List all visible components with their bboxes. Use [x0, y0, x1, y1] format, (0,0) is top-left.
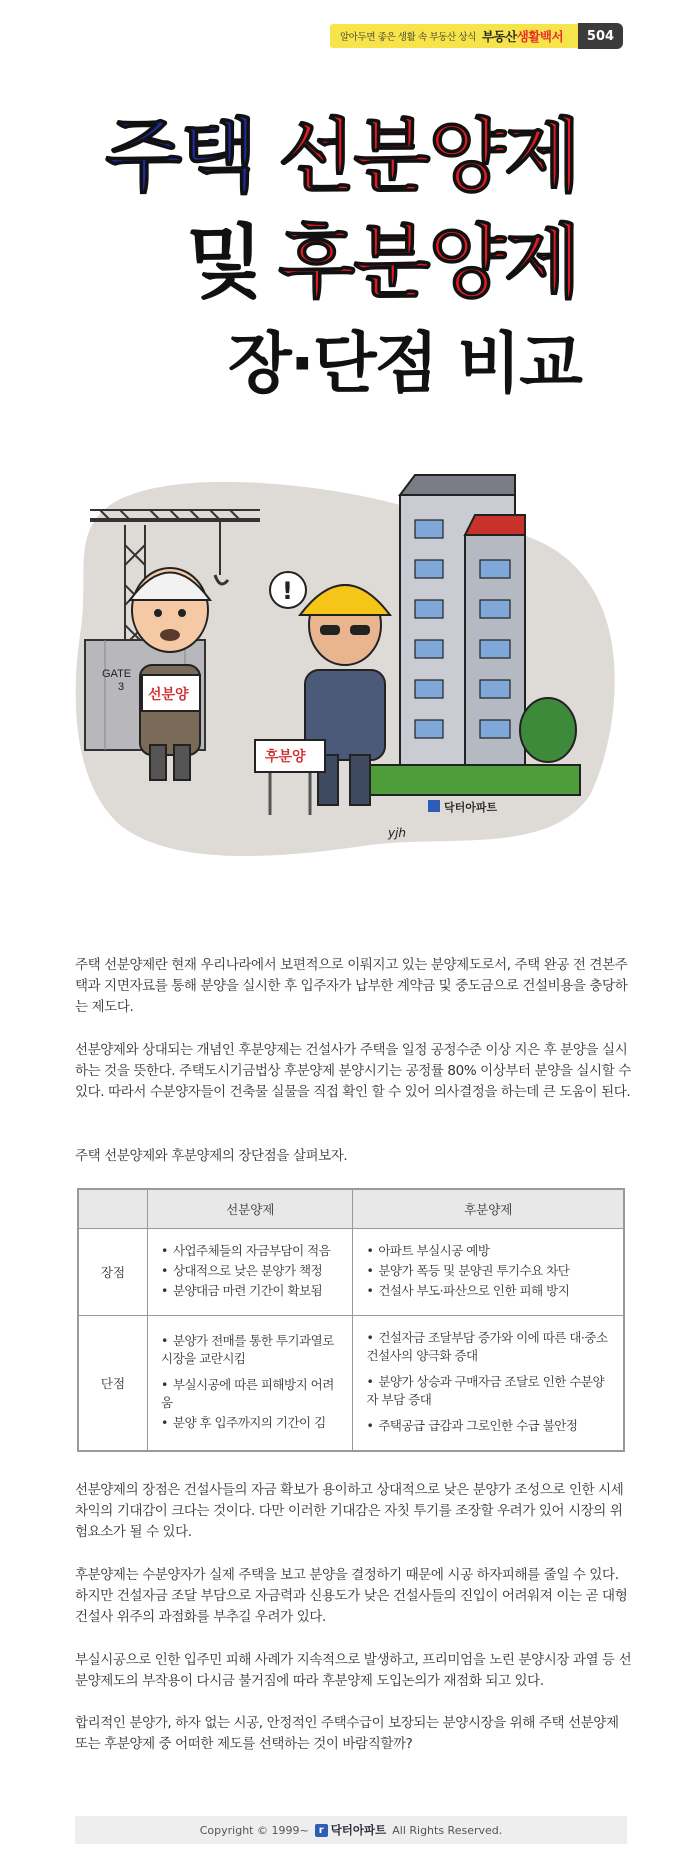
gate-label: GATE — [102, 668, 132, 680]
footer-logo-text: 닥터아파트 — [330, 1823, 387, 1837]
list-item: • 주택공급 급감과 그로인한 수급 불안정 — [366, 1417, 614, 1435]
series-brand-part1: 부동산 — [481, 29, 517, 44]
rights-text: All Rights Reserved. — [392, 1823, 503, 1837]
body-paragraph-side-effects: 부실시공으로 인한 입주민 피해 사례가 지속적으로 발생하고, 프리미엄을 노린 분양시장 과열 등 선분양제도의 부작용이 다시금 불거짐에 따라 후분양제 도입논의가 재점화 되고 있다. — [75, 1652, 632, 1689]
table-row — [78, 1229, 624, 1316]
disadvantages-presale-cell — [148, 1316, 353, 1452]
series-tagline: 알아두면 좋은 생활 속 부동산 상식 — [340, 32, 476, 43]
logo-mark — [428, 800, 440, 812]
sign-left: 선분양 — [148, 687, 189, 703]
table-header-empty — [78, 1189, 148, 1229]
body-paragraph-question: 합리적인 분양가, 하자 없는 시공, 안정적인 주택수급이 보장되는 분양시장을 위해 주택 선분양제 또는 후분양제 중 어떠한 제도를 선택하는 것이 바람직할까? — [75, 1715, 619, 1752]
table-row — [78, 1316, 624, 1452]
row-label-disadvantages: 단점 — [78, 1316, 148, 1452]
list-item: • 분양가 전매를 통한 투기과열로 시장을 교란시킴 — [161, 1332, 343, 1368]
list-item: • 부실시공에 따른 피해방지 어려움 — [161, 1376, 343, 1412]
body-paragraph-presale-pros: 선분양제의 장점은 건설사들의 자금 확보가 용이하고 상대적으로 낮은 분양가 조성으로 인한 시세차익의 기대감이 크다는 것이다. 다만 이러한 기대감은 자칫 투기를 조장할 우려가 있어 시장의 위험요소가 될 수 있다. — [75, 1482, 624, 1540]
title-word-postsale: 후분양제 — [278, 216, 580, 309]
series-brand — [482, 27, 563, 45]
comparison-table — [77, 1188, 625, 1452]
tree-icon — [520, 698, 576, 762]
list-item: • 분양가 폭등 및 분양권 투기수요 차단 — [366, 1262, 614, 1280]
list-item: • 건설자금 조달부담 증가와 이에 따른 대·중소 건설사의 양극화 증대 — [366, 1329, 614, 1365]
title-word-housing: 주택 — [105, 110, 256, 203]
footer-logo — [315, 1822, 387, 1838]
title-subtitle: 장·단점 비교 — [228, 325, 581, 402]
series-badge — [330, 22, 623, 50]
sign-right: 후분양 — [265, 749, 306, 765]
row-label-advantages: 장점 — [78, 1229, 148, 1316]
advantages-postsale-cell — [353, 1229, 624, 1316]
exclaim-icon: ! — [282, 577, 293, 605]
list-item: • 분양대금 마련 기간이 확보됨 — [161, 1282, 343, 1300]
advantages-presale-cell — [148, 1229, 353, 1316]
apartment-building-icon — [400, 475, 525, 785]
footer-logo-mark: r — [315, 1824, 328, 1837]
list-item: • 상대적으로 낮은 분양가 책정 — [161, 1262, 343, 1280]
table-header-presale: 선분양제 — [148, 1189, 353, 1229]
copyright-footer — [75, 1816, 627, 1844]
list-item: • 아파트 부실시공 예방 — [366, 1242, 614, 1260]
intro-paragraph-postsale: 선분양제와 상대되는 개념인 후분양제는 건설사가 주택을 일정 공정수준 이상 지은 후 분양을 실시하는 것을 뜻한다. 주택도시기금법상 후분양제 분양시기는 공정률 80% 이상부터 분양을 실시할 수 있다. 따라서 수분양자들이 건축물 실물을 직접 확인 할 수 있어 의사결정을 하는데 큰 도움이 된다. — [75, 1042, 631, 1100]
table-header-postsale: 후분양제 — [353, 1189, 624, 1229]
cartoon-illustration — [70, 465, 630, 875]
copyright-text: Copyright © 1999~ — [199, 1823, 309, 1837]
title-word-and: 및 — [186, 216, 262, 309]
disadvantages-postsale-cell — [353, 1316, 624, 1452]
table-header-row — [78, 1189, 624, 1229]
issue-number: 504 — [578, 23, 623, 49]
list-item: • 분양 후 입주까지의 기간이 김 — [161, 1414, 343, 1432]
illustration-logo: 닥터아파트 — [444, 801, 498, 814]
body-paragraph-postsale-pros: 후분양제는 수분양자가 실제 주택을 보고 분양을 결정하기 때문에 시공 하자피해를 줄일 수 있다. 하지만 건설자금 조달 부담으로 자금력과 신용도가 낮은 건설사들의 진입이 어려워져 이는 곧 대형건설사 위주의 과점화를 부추길 우려가 있다. — [75, 1567, 628, 1625]
list-item: • 사업주체들의 자금부담이 적음 — [161, 1242, 343, 1260]
gate-number: 3 — [118, 681, 125, 693]
list-item: • 분양가 상승과 구매자금 조달로 인한 수분양자 부담 증대 — [366, 1373, 614, 1409]
artist-signature: yjh — [388, 826, 407, 840]
list-item: • 건설사 부도·파산으로 인한 피해 방지 — [366, 1282, 614, 1300]
series-badge-label — [330, 24, 578, 48]
title-word-presale: 선분양제 — [278, 110, 580, 203]
intro-paragraph-presale: 주택 선분양제란 현재 우리나라에서 보편적으로 이뤄지고 있는 분양제도로서, 주택 완공 전 견본주택과 지면자료를 통해 분양을 실시한 후 입주자가 납부한 계약금 및 중도금으로 건설비용을 충당하는 제도다. — [75, 957, 628, 1015]
series-brand-part2: 생활백서 — [516, 29, 564, 44]
intro-paragraph-compare: 주택 선분양제와 후분양제의 장단점을 살펴보자. — [75, 1148, 348, 1164]
